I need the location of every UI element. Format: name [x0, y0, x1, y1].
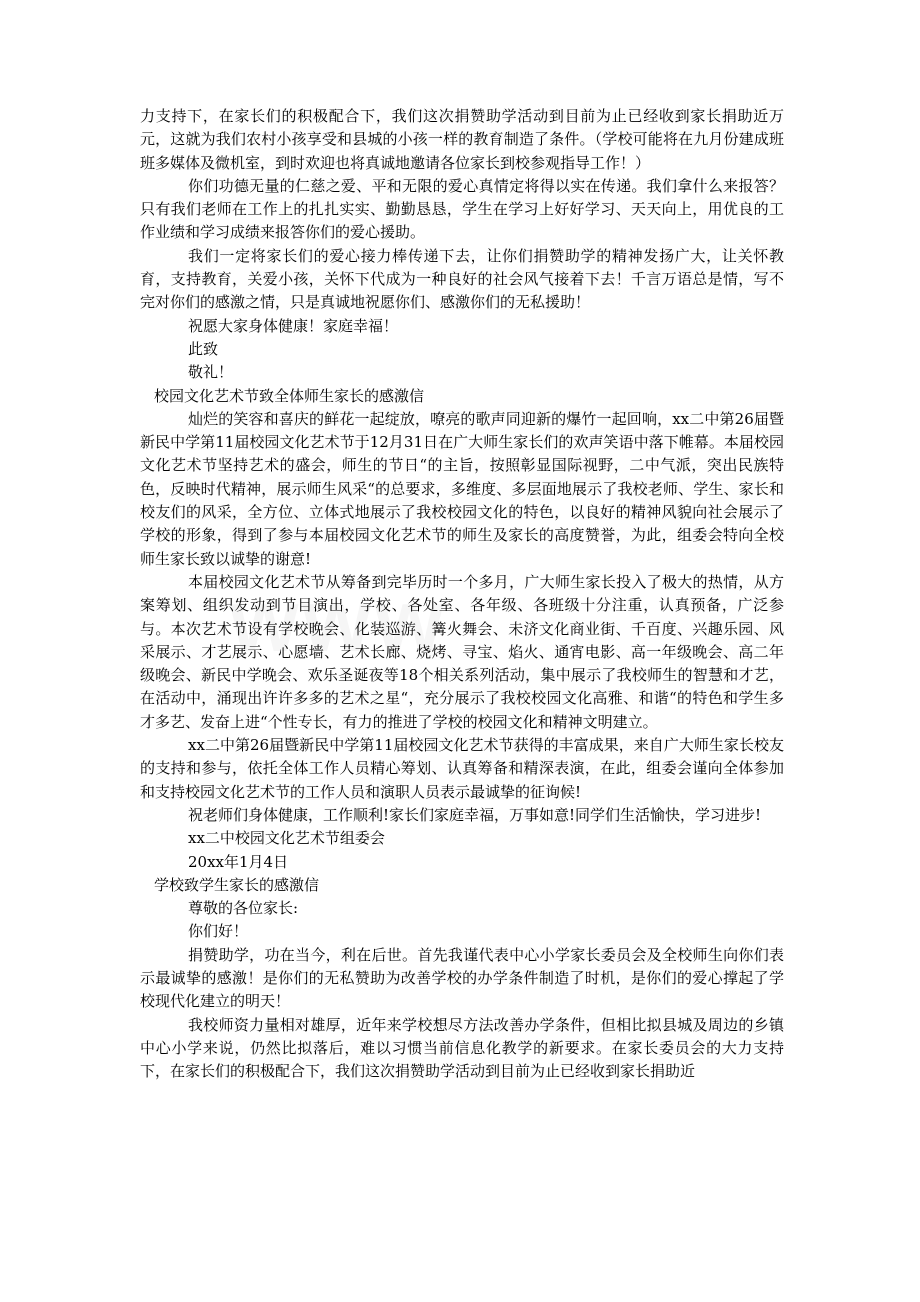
- salutation: 尊敬的各位家长:: [188, 899, 299, 918]
- paragraph: 我校师资力量相对雄厚，近年来学校想尽方法改善办学条件，但相比拟县城及周边的乡镇中心小学来说，仍然比拟落后，难以习惯当前信息化教学的新要求。在家长委员会的大力支持下，在家长们的积极配合下，我们这次捐赞助学活动到目前为止已经收到家长捐助近: [140, 1015, 784, 1081]
- paragraph: xx二中第26届暨新民中学第11届校园文化艺术节获得的丰富成果，来自广大师生家长校友的支持和参与，依托全体工作人员精心筹划、认真筹备和精深表演，在此，组委会谨向全体参加和支持校园文化艺术节的工作人员和演职人员表示最诚挚的征询候!: [140, 736, 784, 801]
- closing-wish: 祝老师们身体健康，工作顺利!家长们家庭幸福，万事如意!同学们生活愉快，学习进步!: [188, 805, 762, 824]
- paragraph: 灿烂的笑容和喜庆的鲜花一起绽放，嘹亮的歌声同迎新的爆竹一起回响，xx二中第26届暨新民中学第11届校园文化艺术节于12月31日在广大师生家长们的欢声笑语中落下帷幕。本届校园文化艺术节坚持艺术的盛会，师生的节日“的主旨，按照彰显国际视野，二中气派，突出民族特色，反映时代精神，展示师生风采“的总要求，多维度、多层面地展示了我校老师、学生、家长和校友们的风采，全方位、立体式地展示了我校校园文化的特色，以良好的精神风貌向社会展示了学校的形象，得到了参与本届校园文化艺术节的师生及家长的高度赞誉，为此，组委会特向全校师生家长致以诚挚的谢意!: [140, 409, 784, 568]
- date: 20xx年1月4日: [188, 852, 289, 871]
- paragraph: 力支持下，在家长们的积极配合下，我们这次捐赞助学活动到目前为止已经收到家长捐助近万元，这就为我们农村小孩享受和县城的小孩一样的教育制造了条件。（学校可能将在九月份建成班班多媒体及微机室，到时欢迎也将真诚地邀请各位家长到校参观指导工作！）: [140, 107, 784, 172]
- signature: xx二中校园文化艺术节组委会: [188, 829, 385, 848]
- closing-salute: 敬礼！: [188, 363, 234, 382]
- document-page: [140, 105, 784, 1083]
- closing-wish: 祝愿大家身体健康！家庭幸福！: [188, 316, 399, 335]
- letter-title: 学校致学生家长的感激信: [154, 875, 320, 894]
- greeting: 你们好！: [188, 922, 249, 941]
- letter-title: 校园文化艺术节致全体师生家长的感激信: [154, 386, 425, 405]
- paragraph: 你们功德无量的仁慈之爱、平和无限的爱心真情定将得以实在传递。我们拿什么来报答？只有我们老师在工作上的扎扎实实、勤勤恳恳，学生在学习上好好学习、天天向上，用优良的工作业绩和学习成绩来报答你们的爱心援助。: [140, 176, 784, 242]
- paragraph: 捐赞助学，功在当今，利在后世。首先我谨代表中心小学家长委员会及全校师生向你们表示最诚挚的感激！是你们的无私赞助为改善学校的办学条件制造了时机，是你们的爱心撑起了学校现代化建立的明天！: [140, 945, 784, 1011]
- paragraph: 本届校园文化艺术节从筹备到完毕历时一个多月，广大师生家长投入了极大的热情，从方案筹划、组织发动到节目演出，学校、各处室、各年级、各班级十分注重，认真预备，广泛参与。本次艺术节设有学校晚会、化装巡游、篝火舞会、未济文化商业街、千百度、兴趣乐园、风采展示、才艺展示、心愿墙、艺术长廊、烧烤、寻宝、焰火、通宵电影、高一年级晚会、高二年级晚会、新民中学晚会、欢乐圣诞夜等18个相关系列活动，集中展示了我校师生的智慧和才艺，在活动中，涌现出许许多多的艺术之星“，充分展示了我校校园文化高雅、和谐“的特色和学生多才多艺、发奋上进“个性专长，有力的推进了学校的校园文化和精神文明建立。: [140, 572, 784, 731]
- closing-phrase: 此致: [188, 339, 219, 358]
- paragraph: 我们一定将家长们的爱心接力棒传递下去，让你们捐赞助学的精神发扬广大，让关怀教育，支持教育，关爱小孩，关怀下代成为一种良好的社会风气接着下去！千言万语总是情，写不完对你们的感激之情，只是真诚地祝愿你们、感激你们的无私援助！: [140, 246, 784, 312]
